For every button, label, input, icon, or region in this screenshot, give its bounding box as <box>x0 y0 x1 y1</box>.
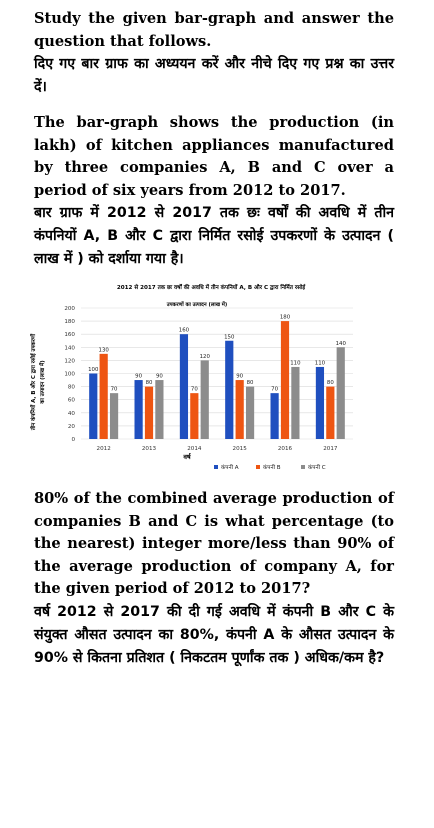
bar-कंपनी-A-2014 <box>180 334 188 439</box>
chart-background <box>29 282 361 472</box>
data-label: 80 <box>326 380 334 387</box>
data-label: 120 <box>199 353 210 360</box>
y-tick-label: 200 <box>64 306 75 312</box>
data-label: 130 <box>98 347 109 354</box>
data-label: 150 <box>224 334 235 341</box>
data-label: 90 <box>236 373 244 380</box>
data-label: 100 <box>88 367 99 373</box>
legend-swatch <box>256 465 260 469</box>
x-tick-label: 2014 <box>187 446 202 452</box>
bar-chart <box>29 282 361 472</box>
legend-label: कंपनी C <box>308 465 326 471</box>
data-label: 80 <box>145 380 153 387</box>
data-label: 70 <box>271 386 279 393</box>
y-tick-label: 100 <box>64 371 75 378</box>
data-label: 90 <box>135 373 143 380</box>
bar-कंपनी-C-2016 <box>291 367 299 439</box>
bar-कंपनी-A-2017 <box>316 367 324 439</box>
question-hindi: वर्ष 2012 से 2017 की दी गई अवधि में कंपनी B और C के संयुक्त औसत उत्पादन का 80%, कंपनी A के औसत उत्पादन के 90% से कितना प्रतिशत ( निकटतम पूर्णांक तक ) अधिक/कम है? <box>34 603 394 666</box>
y-tick-label: 60 <box>67 397 75 404</box>
bar-कंपनी-A-2016 <box>271 393 279 439</box>
bar-कंपनी-B-2015 <box>236 380 244 439</box>
y-tick-label: 0 <box>71 437 75 443</box>
legend-label: कंपनी A <box>221 465 239 471</box>
legend-swatch <box>301 465 305 469</box>
description-hindi: बार ग्राफ में 2012 से 2017 तक छः वर्षों की अवधि में तीन कंपनियों A, B और C द्वारा निर्मित रसोई उपकरणों के उत्पादन ( लाख में ) को दर्शाया गया है। <box>34 205 394 267</box>
y-axis-title-line2: का उत्पादन (लाख में) <box>40 360 46 404</box>
x-tick-label: 2017 <box>323 446 338 452</box>
legend-swatch <box>214 465 218 469</box>
bar-कंपनी-A-2012 <box>89 374 97 440</box>
description-block <box>34 112 394 271</box>
bar-कंपनी-C-2015 <box>246 387 254 439</box>
bar-कंपनी-C-2017 <box>337 347 345 439</box>
data-label: 140 <box>335 340 346 347</box>
y-tick-label: 120 <box>64 358 75 365</box>
instruction-hindi: दिए गए बार ग्राफ का अध्ययन करें और नीचे दिए गए प्रश्न का उत्तर दें। <box>34 56 394 95</box>
question-english: 80% of the combined average production of companies B and C is what percentage (to the nearest) integer more/less than 90% of the average production of company A, for the given period of 2012 to 2017? <box>34 490 394 597</box>
y-tick-label: 180 <box>64 319 75 326</box>
y-tick-label: 20 <box>67 423 75 430</box>
bar-कंपनी-A-2013 <box>135 380 143 439</box>
chart-subtitle: उपकरणों का उत्पादन (लाख में) <box>166 302 228 308</box>
data-label: 110 <box>314 360 326 367</box>
legend-label: कंपनी B <box>263 465 281 471</box>
instruction-block <box>34 8 394 99</box>
y-tick-label: 40 <box>67 410 75 417</box>
question-block <box>34 488 394 670</box>
x-axis-title: वर्ष <box>183 453 191 461</box>
x-tick-label: 2013 <box>141 446 157 452</box>
bar-कंपनी-B-2014 <box>190 393 198 439</box>
data-label: 160 <box>178 327 190 334</box>
bar-कंपनी-C-2013 <box>155 380 163 439</box>
bar-कंपनी-B-2016 <box>281 321 289 439</box>
y-axis-title-line1: तीन कंपनियों A, B और C द्वारा रसोई उपकरणों <box>31 333 37 431</box>
bar-कंपनी-B-2012 <box>100 354 108 439</box>
data-label: 70 <box>110 386 118 393</box>
data-label: 70 <box>190 386 198 393</box>
instruction-english: Study the given bar-graph and answer the question that follows. <box>34 10 394 50</box>
bar-कंपनी-B-2013 <box>145 387 153 439</box>
data-label: 90 <box>155 373 163 380</box>
y-tick-label: 140 <box>64 345 75 352</box>
bar-कंपनी-A-2015 <box>225 341 233 439</box>
chart-title: 2012 से 2017 तक छः वर्षों की अवधि में तीन कंपनियों A, B और C द्वारा निर्मित रसोई <box>116 285 306 291</box>
x-tick-label: 2012 <box>96 446 111 452</box>
data-label: 80 <box>246 380 254 387</box>
data-label: 180 <box>279 314 291 321</box>
x-tick-label: 2015 <box>232 446 247 452</box>
bar-कंपनी-B-2017 <box>326 387 334 439</box>
bar-कंपनी-C-2012 <box>110 393 118 439</box>
data-label: 110 <box>290 360 301 367</box>
description-english: The bar-graph shows the production (in lakh) of kitchen appliances manufactured by three companies A, B and C over a period of six years from 2012 to 2017. <box>34 114 394 199</box>
bar-कंपनी-C-2014 <box>201 360 209 439</box>
x-tick-label: 2016 <box>277 446 293 452</box>
y-tick-label: 160 <box>64 332 75 339</box>
y-tick-label: 80 <box>67 384 75 391</box>
